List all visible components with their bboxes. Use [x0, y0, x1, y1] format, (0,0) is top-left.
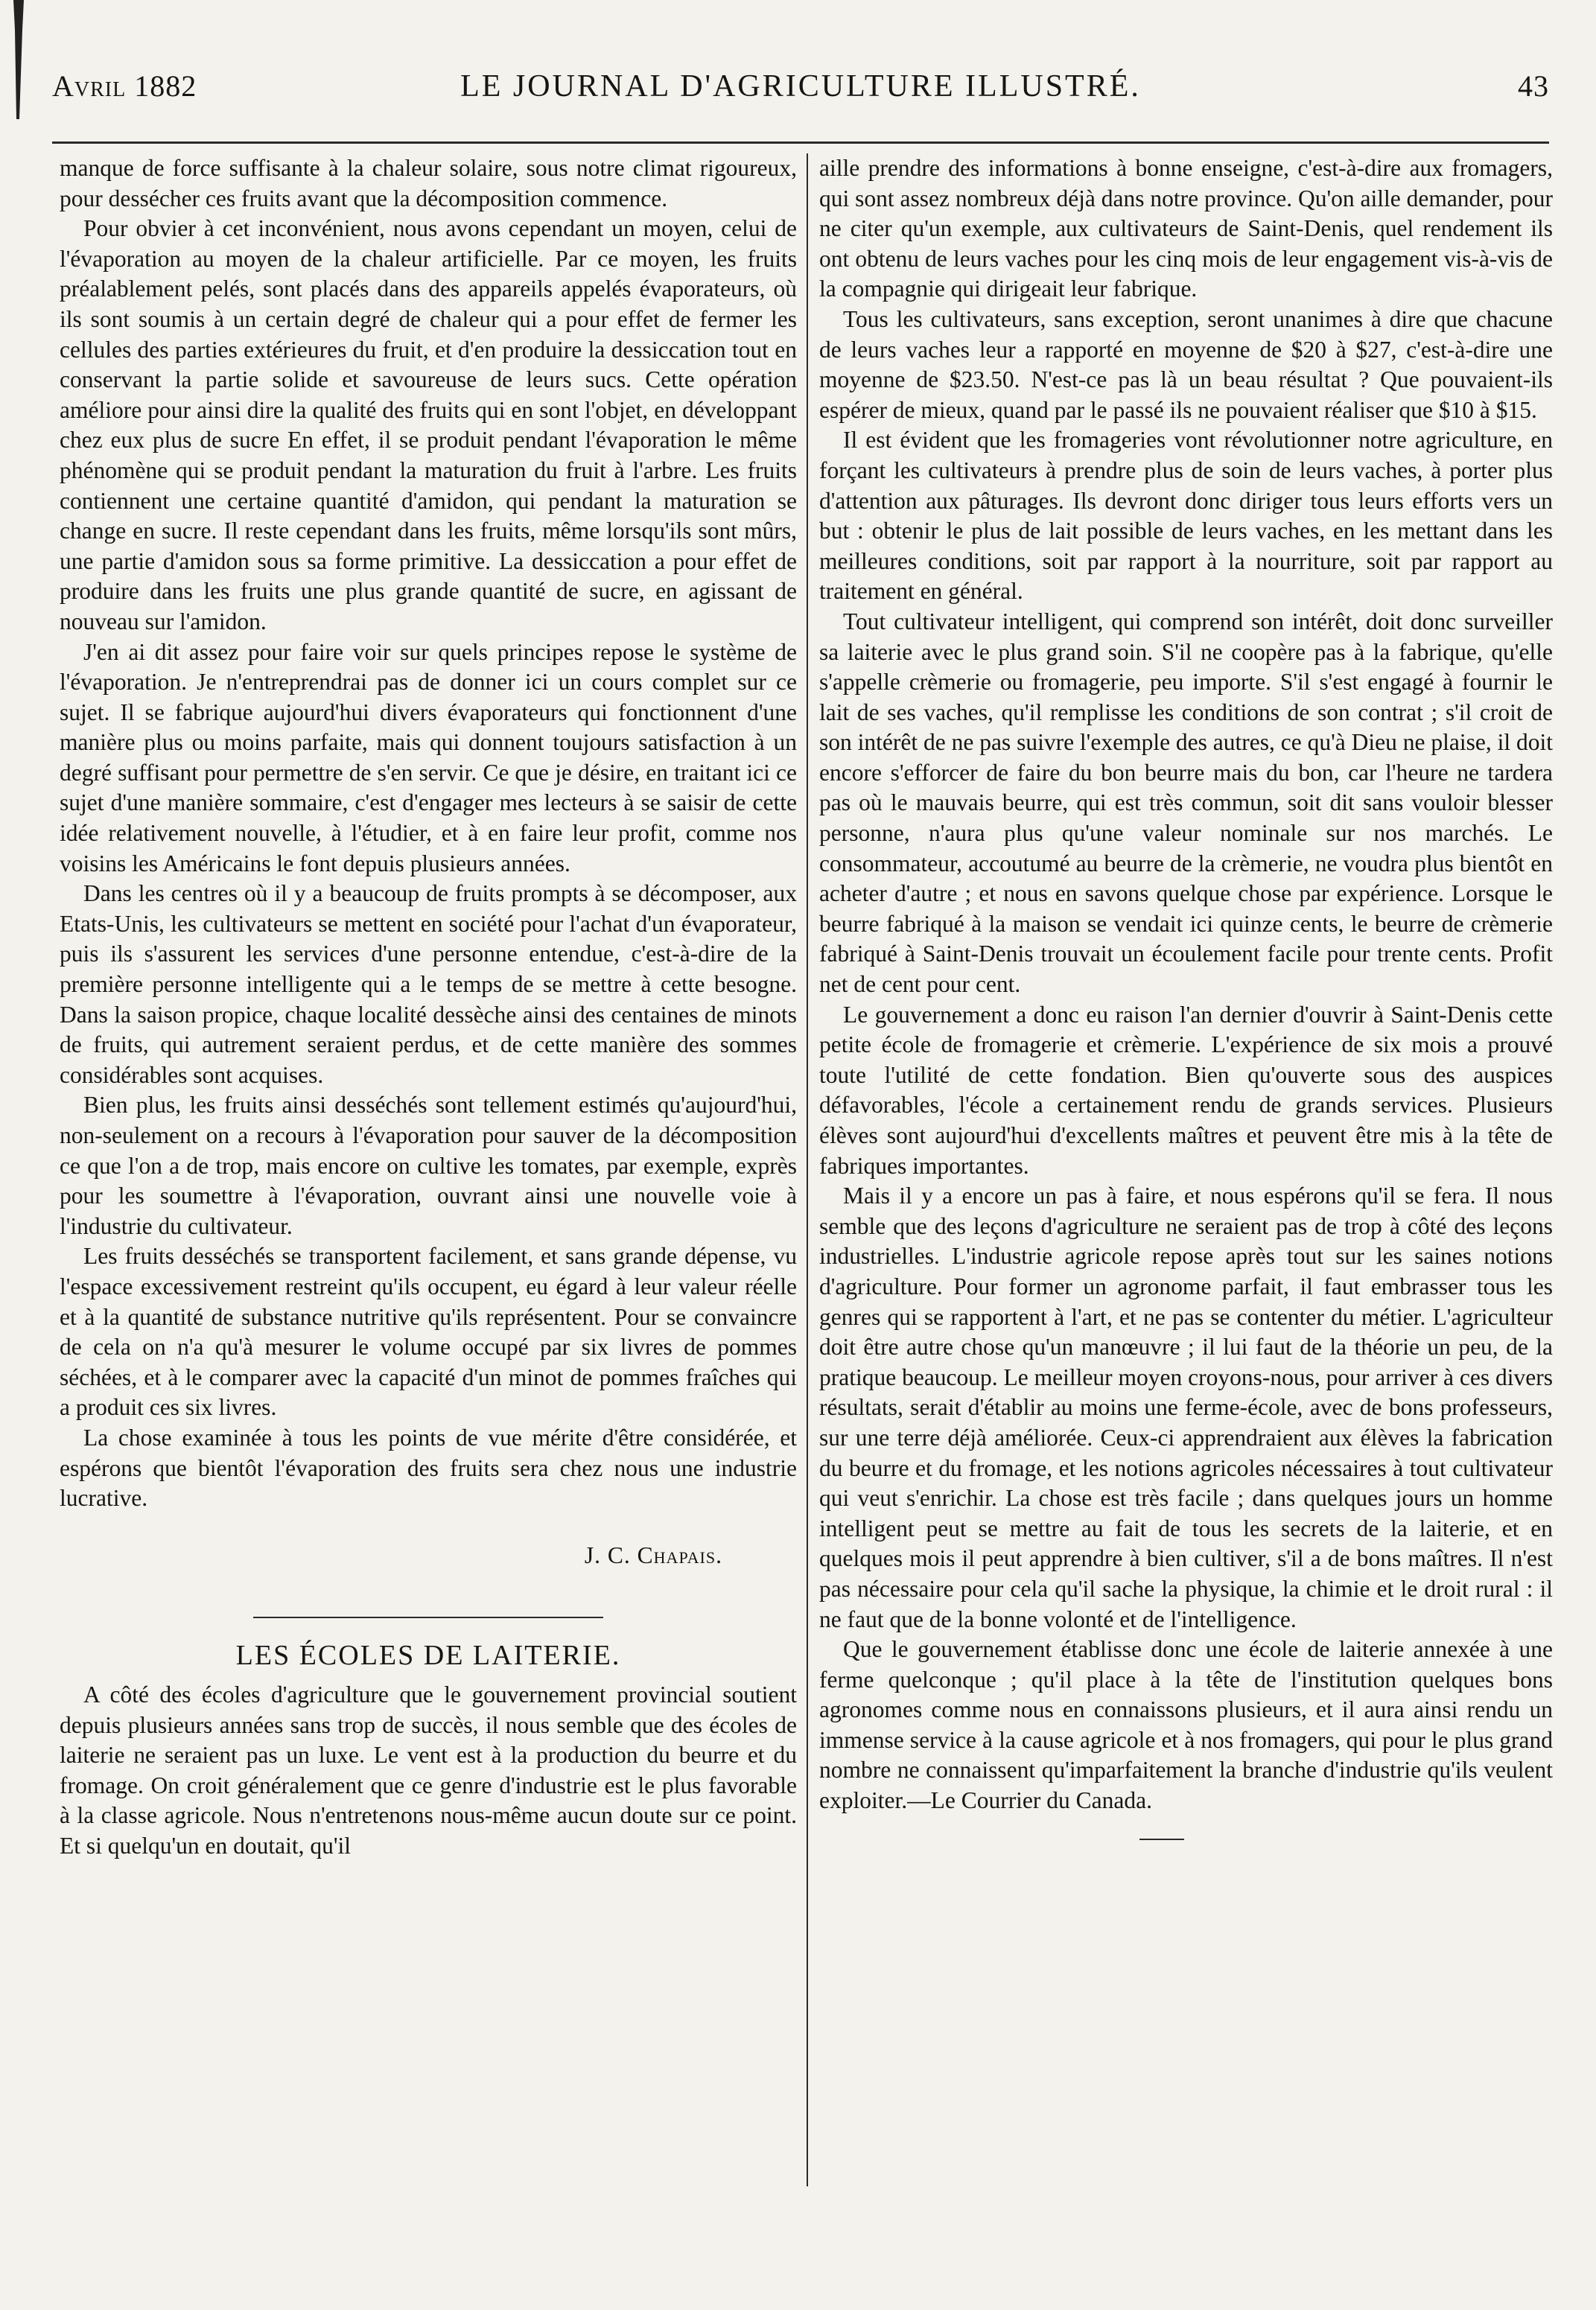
section-separator [253, 1617, 603, 1618]
journal-title: LE JOURNAL D'AGRICULTURE ILLUSTRÉ. [460, 69, 1141, 104]
header-rule [52, 141, 1549, 144]
section-title: LES ÉCOLES DE LAITERIE. [235, 1640, 621, 1672]
paragraph: Pour obvier à cet inconvénient, nous avons cependant un moyen, celui de l'évaporation au moyen de la chaleur artificielle. Par ce moyen, les fruits préalablement pelés, sont placés dans des appareils appelés évaporateurs, où ils sont soumis à un certain degré de chaleur qui a pour effet de fermer les cellules des parties extérieures du fruit, et d'en produire la dessiccation tout en conservant la partie solide et savoureuse de leurs sucs. Cette opération améliore pour ainsi dire la qualité des fruits qui en sont l'objet, en développant chez eux plus de sucre En effet, il se produit pendant l'évaporation le même phénomène qui se produit pendant la maturation du fruit à l'arbre. Les fruits contiennent une certaine quantité d'amidon, qui pendant la maturation se change en sucre. Il reste cependant dans les fruits, même lorsqu'ils sont mûrs, une partie d'amidon sous sa forme primitive. La dessiccation a pour effet de produire dans les fruits une plus grande quantité de sucre, en agissant de nouveau sur l'amidon. [60, 215, 797, 634]
left-column [60, 153, 797, 1861]
paragraph: aille prendre des informations à bonne enseigne, c'est-à-dire aux fromagers, qui sont assez nombreux déjà dans notre province. Qu'on aille demander, pour ne citer qu'un exemple, aux cultivateurs de Saint-Denis, quel rendement ils ont obtenu de leurs vaches pour les cinq mois de leur engagement vis-à-vis de la compagnie qui dirigeait leur fabrique. [819, 155, 1554, 302]
right-column [819, 153, 1553, 1840]
paragraph: Tous les cultivateurs, sans exception, seront unanimes à dire que chacune de leurs vaches leur a rapporté en moyenne de $20 à $27, c'est-à-dire une moyenne de $23.50. N'est-ce pas là un beau résultat ? Que pouvaient-ils espérer de mieux, quand par le passé ils ne pouvaient réaliser que $10 à $15. [819, 305, 1553, 423]
end-rule [1139, 1839, 1184, 1840]
issue-date: Avril 1882 [52, 69, 197, 103]
binding-mark-icon [9, 0, 31, 119]
page-header [52, 64, 1549, 109]
paragraph: Le gouvernement a donc eu raison l'an dernier d'ouvrir à Saint-Denis cette petite école de fromagerie et crèmerie. L'expérience de six mois a prouvé toute l'utilité de cette fondation. Bien qu'ouverte sous des auspices défavorables, l'école a certainement rendu de grands services. Plusieurs élèves sont aujourd'hui d'excellents maîtres et peuvent être mis à la tête de fabriques importantes. [819, 1001, 1553, 1179]
paragraph: La chose examinée à tous les points de vue mérite d'être considérée, et espérons que bientôt l'évaporation des fruits sera chez nous une industrie lucrative. [60, 1424, 797, 1512]
paragraph: Mais il y a encore un pas à faire, et nous espérons qu'il se fera. Il nous semble que des leçons d'agriculture ne seraient pas de trop à côté des leçons industrielles. L'industrie agricole repose après tout sur les saines notions d'agriculture. Pour former un agronome parfait, il faut embrasser tous les genres qui se rapportent à l'art, et ne pas se contenter du métier. L'agriculteur doit être autre chose qu'un manœuvre ; il lui faut de la théorie un peu, de la pratique beaucoup. Le meilleur moyen croyons-nous, pour arriver à ces divers résultats, serait d'établir au moins une ferme-école, avec de bons professeurs, sur une terre déjà améliorée. Ceux-ci apprendraient aux élèves la fabrication du beurre et du fromage, et les notions agricoles nécessaires à tout cultivateur qui veut s'enrichir. La chose est très facile ; dans quelques jours un homme intelligent peut se mettre au fait de tous les secrets de la laiterie, et en quelques mois il peut apprendre à bien cultiver, s'il a de bons maîtres. Il n'est pas nécessaire pour cela qu'il sache la physique, la chimie et le droit rural : il ne faut que de la bonne volonté et de l'intelligence. [819, 1183, 1553, 1632]
paragraph: Tout cultivateur intelligent, qui comprend son intérêt, doit donc surveiller sa laiterie avec le plus grand soin. S'il ne coopère pas à la fabrique, qu'elle s'appelle crèmerie ou fromagerie, peu importe. S'il s'est engagé à fournir le lait de ses vaches, qu'il remplisse les conditions de son contrat ; s'il croit de son intérêt de ne pas suivre l'exemple des autres, ce qu'à Dieu ne plaise, il doit encore s'efforcer de faire du bon beurre mais du bon, car l'heure ne tardera pas où le mauvais beurre, qui est très commun, soit dit sans vouloir blesser personne, n'aura plus qu'une valeur nominale sur nos marchés. Le consommateur, accoutumé au beurre de la crèmerie, ne voudra plus bientôt en acheter d'autre ; et nous en savons quelque chose par expérience. Lorsque le beurre fabriqué à la maison se vendait ici quinze cents, le beurre de crèmerie fabriqué à Saint-Denis trouvait un écoulement facile pour trente cents. Profit net de cent pour cent. [819, 608, 1553, 998]
paragraph: Il est évident que les fromageries vont révolutionner notre agriculture, en forçant les cultivateurs à prendre plus de soin de leurs vaches, à porter plus d'attention aux pâturages. Ils devront donc diriger tous leurs efforts vers un but : obtenir le plus de lait possible de leurs vaches, en les mettant dans les meilleures conditions, soit par rapport à la nourriture, soit par rapport au traitement en général. [819, 427, 1553, 605]
paragraph: Bien plus, les fruits ainsi desséchés sont tellement estimés qu'aujourd'hui, non-seulement on a recours à l'évaporation pour sauver de la décomposition ce que l'on a de trop, mais encore on cultive les tomates, par exemple, exprès pour les soumettre à l'évaporation, ouvrant ainsi une nouvelle voie à l'industrie du cultivateur. [60, 1092, 797, 1239]
paragraph: J'en ai dit assez pour faire voir sur quels principes repose le système de l'évaporation. Je n'entreprendrai pas de donner ici un cours complet sur ce sujet. Il se fabrique aujourd'hui divers évaporateurs qui fonctionnent d'une manière plus ou moins parfaite, mais qui donnent toujours satisfaction à un degré suffisant pour permettre de s'en servir. Ce que je désire, en traitant ici ce sujet d'une manière sommaire, c'est d'engager mes lecteurs à se saisir de cette idée relativement nouvelle, à l'étudier, et à en faire leur profit, comme nos voisins les Américains le font depuis plusieurs années. [60, 638, 797, 876]
paragraph: Que le gouvernement établisse donc une école de laiterie annexée à une ferme quelconque ; qu'il place à la tête de l'institution quelques bons agronomes comme nous en connaissons plusieurs, et il aura ainsi rendu un immense service à la cause agricole et à nos fromagers, qui pour le plus grand nombre ne connaissent qu'imparfaitement la branche d'industrie qu'ils veulent exploiter.—Le Courrier du Canada. [819, 1636, 1553, 1814]
author-signature: J. C. Chapais. [584, 1541, 722, 1568]
page-number: 43 [1518, 69, 1549, 103]
column-divider [807, 153, 808, 2186]
paragraph: A côté des écoles d'agriculture que le gouvernement provincial soutient depuis plusieurs années sans trop de succès, il nous semble que des écoles de laiterie ne seraient pas un luxe. Le vent est à la production du beurre et du fromage. On croit généralement que ce genre d'industrie est le plus favorable à la classe agricole. Nous n'entretenons nous-même aucun doute sur ce point. Et si quelqu'un en doutait, qu'il [60, 1681, 797, 1859]
paragraph: Dans les centres où il y a beaucoup de fruits prompts à se décomposer, aux Etats-Unis, les cultivateurs se mettent en société pour l'achat d'un évaporateur, puis ils s'assurent les services d'une personne entendue, c'est-à-dire de la première personne intelligente qui a le temps de se mettre à cette besogne. Dans la saison propice, chaque localité dessèche ainsi des centaines de minots de fruits, qui autrement seraient perdus, et de cette manière des sommes considérables sont acquises. [60, 880, 797, 1088]
paragraph: manque de force suffisante à la chaleur solaire, sous notre climat rigoureux, pour dessécher ces fruits avant que la décomposition commence. [60, 155, 797, 211]
paragraph: Les fruits desséchés se transportent facilement, et sans grande dépense, vu l'espace excessivement restreint qu'ils occupent, eu égard à leur valeur réelle et à la quantité de substance nutritive qu'ils représentent. Pour se convaincre de cela on n'a qu'à mesurer le volume occupé par six livres de pommes séchées, et à le comparer avec la capacité d'un minot de pommes fraîches qui a produit ces six livres. [60, 1243, 797, 1421]
